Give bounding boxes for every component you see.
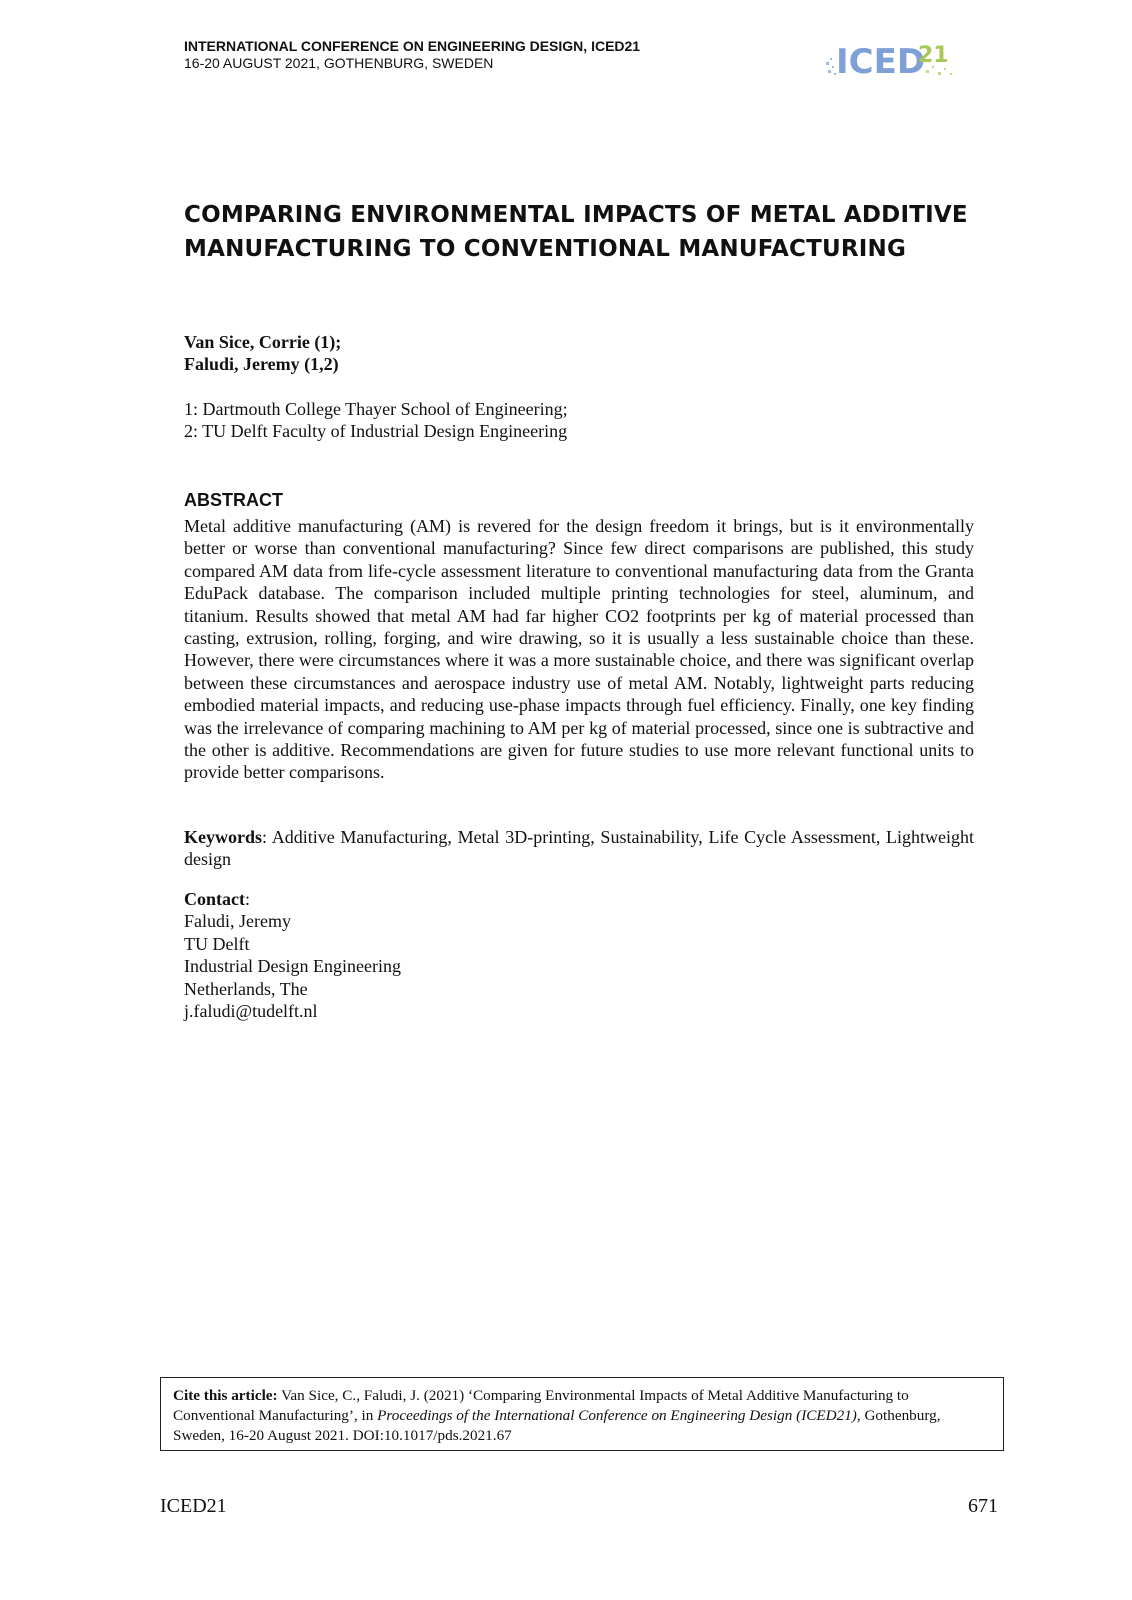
affiliations [184, 398, 568, 442]
keywords [184, 826, 974, 871]
author-1: Van Sice, Corrie (1); [184, 332, 342, 352]
authors [184, 331, 341, 375]
contact-email: j.faludi@tudelft.nl [184, 1001, 318, 1022]
keywords-label: Keywords [184, 827, 262, 847]
affiliation-1: 1: Dartmouth College Thayer School of Engineering; [184, 399, 568, 419]
contact-block [184, 888, 401, 1022]
contact-institution: TU Delft [184, 933, 250, 954]
author-2: Faludi, Jeremy (1,2) [184, 354, 339, 374]
citation-box [160, 1377, 1004, 1451]
logo-text: ICED [836, 42, 926, 80]
conference-name: INTERNATIONAL CONFERENCE ON ENGINEERING DESIGN, ICED21 [184, 38, 641, 54]
citation-location-doi: Gothenburg, Sweden, 16-20 August 2021. DOI:10.1017/pds.2021.67 [173, 1407, 941, 1444]
conference-dates-location: 16-20 AUGUST 2021, GOTHENBURG, SWEDEN [184, 55, 494, 71]
citation-label: Cite this article: [173, 1387, 278, 1404]
footer-conference: ICED21 [160, 1495, 227, 1517]
affiliation-2: 2: TU Delft Faculty of Industrial Design Engineering [184, 421, 568, 441]
abstract-heading: ABSTRACT [184, 490, 283, 510]
contact-separator: : [245, 889, 251, 909]
iced21-logo [826, 40, 956, 80]
keywords-separator: : [262, 827, 272, 847]
paper-title: COMPARING ENVIRONMENTAL IMPACTS OF METAL ADDITIVE MANUFACTURING TO CONVENTIONAL MANUFACTURING [184, 202, 968, 262]
contact-label: Contact [184, 889, 245, 909]
citation-text: Van Sice, C., Faludi, J. (2021) ‘Comparing Environmental Impacts of Metal Additive Manufacturing to Conventional Manufacturing’, in [173, 1387, 909, 1424]
contact-department: Industrial Design Engineering [184, 956, 401, 977]
conference-header [184, 38, 640, 72]
logo-number: 21 [918, 43, 949, 68]
contact-name: Faludi, Jeremy [184, 911, 291, 932]
page-number: 671 [968, 1495, 998, 1517]
abstract-body: Metal additive manufacturing (AM) is revered for the design freedom it brings, but is it environmentally better or worse than conventional manufacturing? Since few direct comparisons are published, this study compared AM data from life-cycle assessment literature to conventional manufacturing data from the Granta EduPack database. The comparison included multiple printing technologies for steel, aluminum, and titanium. Results showed that metal AM had far higher CO2 footprints per kg of material processed than casting, extrusion, rolling, forging, and wire drawing, so it is usually a less sustainable choice than these. However, there were circumstances where it was a more sustainable choice, and there was significant overlap between these circumstances and aerospace industry use of metal AM. Notably, lightweight parts reducing embodied material impacts, and reducing use-phase impacts through fuel efficiency. Finally, one key finding was the irrelevance of comparing machining to AM per kg of material processed, since one is subtractive and the other is additive. Recommendations are given for future studies to use more relevant functional units to provide better comparisons. [184, 516, 974, 783]
keywords-text: Additive Manufacturing, Metal 3D-printing, Sustainability, Life Cycle Assessment, Lightweight design [184, 827, 975, 870]
contact-country: Netherlands, The [184, 978, 308, 999]
citation-proceedings: Proceedings of the International Conference on Engineering Design (ICED21), [377, 1407, 861, 1424]
